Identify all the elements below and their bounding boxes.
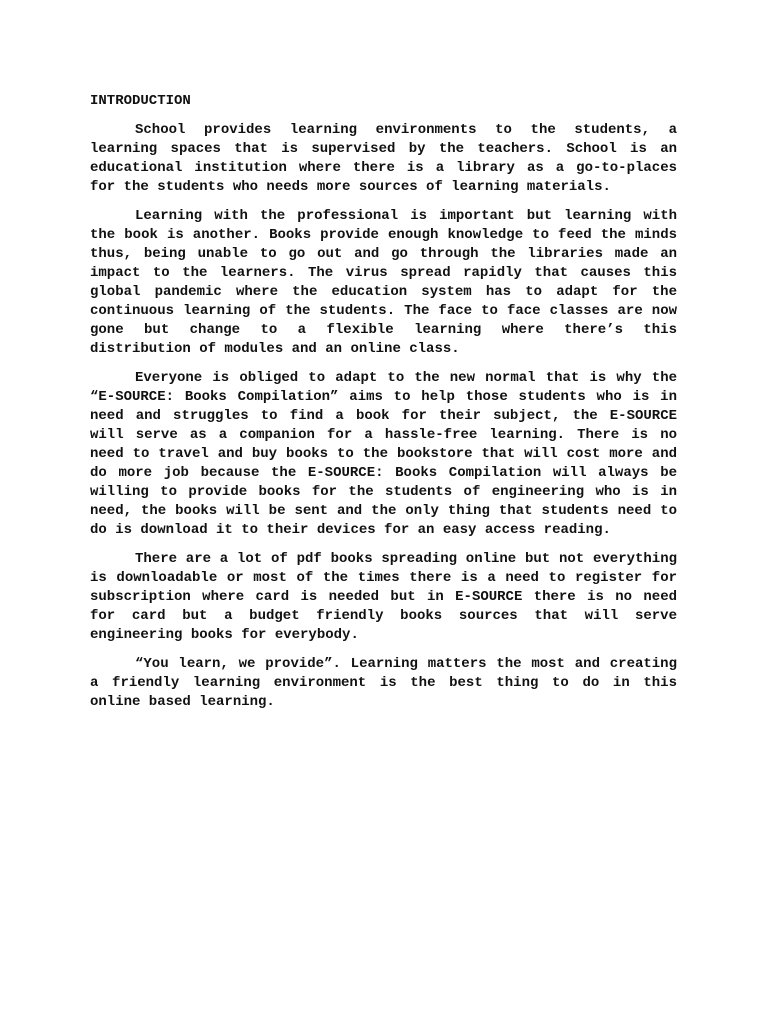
document-page bbox=[90, 92, 677, 722]
paragraph-learning-with-books: Learning with the professional is important but learning with the book is another. Books provide enough knowledge to feed the minds thus, being unable to go out and go through the libraries made an impact to the learners. The virus spread rapidly that causes this global pandemic where the education system has to adapt for the continuous learning of the students. The face to face classes are now gone but change to a flexible learning where there’s this distribution of modules and an online class. bbox=[90, 208, 677, 357]
paragraph-school: School provides learning environments to the students, a learning spaces that is supervised by the teachers. School is an educational institution where there is a library as a go-to-places for the students who needs more sources of learning materials. bbox=[90, 122, 677, 195]
paragraph-closing: “You learn, we provide”. Learning matters the most and creating a friendly learning environment is the best thing to do in this online based learning. bbox=[90, 656, 677, 710]
paragraph-pdf-books: There are a lot of pdf books spreading online but not everything is downloadable or most of the times there is a need to register for subscription where card is needed but in E-SOURCE there is no need for card but a budget friendly books sources that will serve engineering books for everybody. bbox=[90, 551, 677, 643]
paragraph-e-source-aims: Everyone is obliged to adapt to the new normal that is why the “E-SOURCE: Books Compilation” aims to help those students who is in need and struggles to find a book for their subject, the E-SOURCE will serve as a companion for a hassle-free learning. There is no need to travel and buy books to the bookstore that will cost more and do more job because the E-SOURCE: Books Compilation will always be willing to provide books for the students of engineering who is in need, the books will be sent and the only thing that students need to do is download it to their devices for an easy access reading. bbox=[90, 370, 677, 538]
section-heading: INTRODUCTION bbox=[90, 93, 191, 109]
